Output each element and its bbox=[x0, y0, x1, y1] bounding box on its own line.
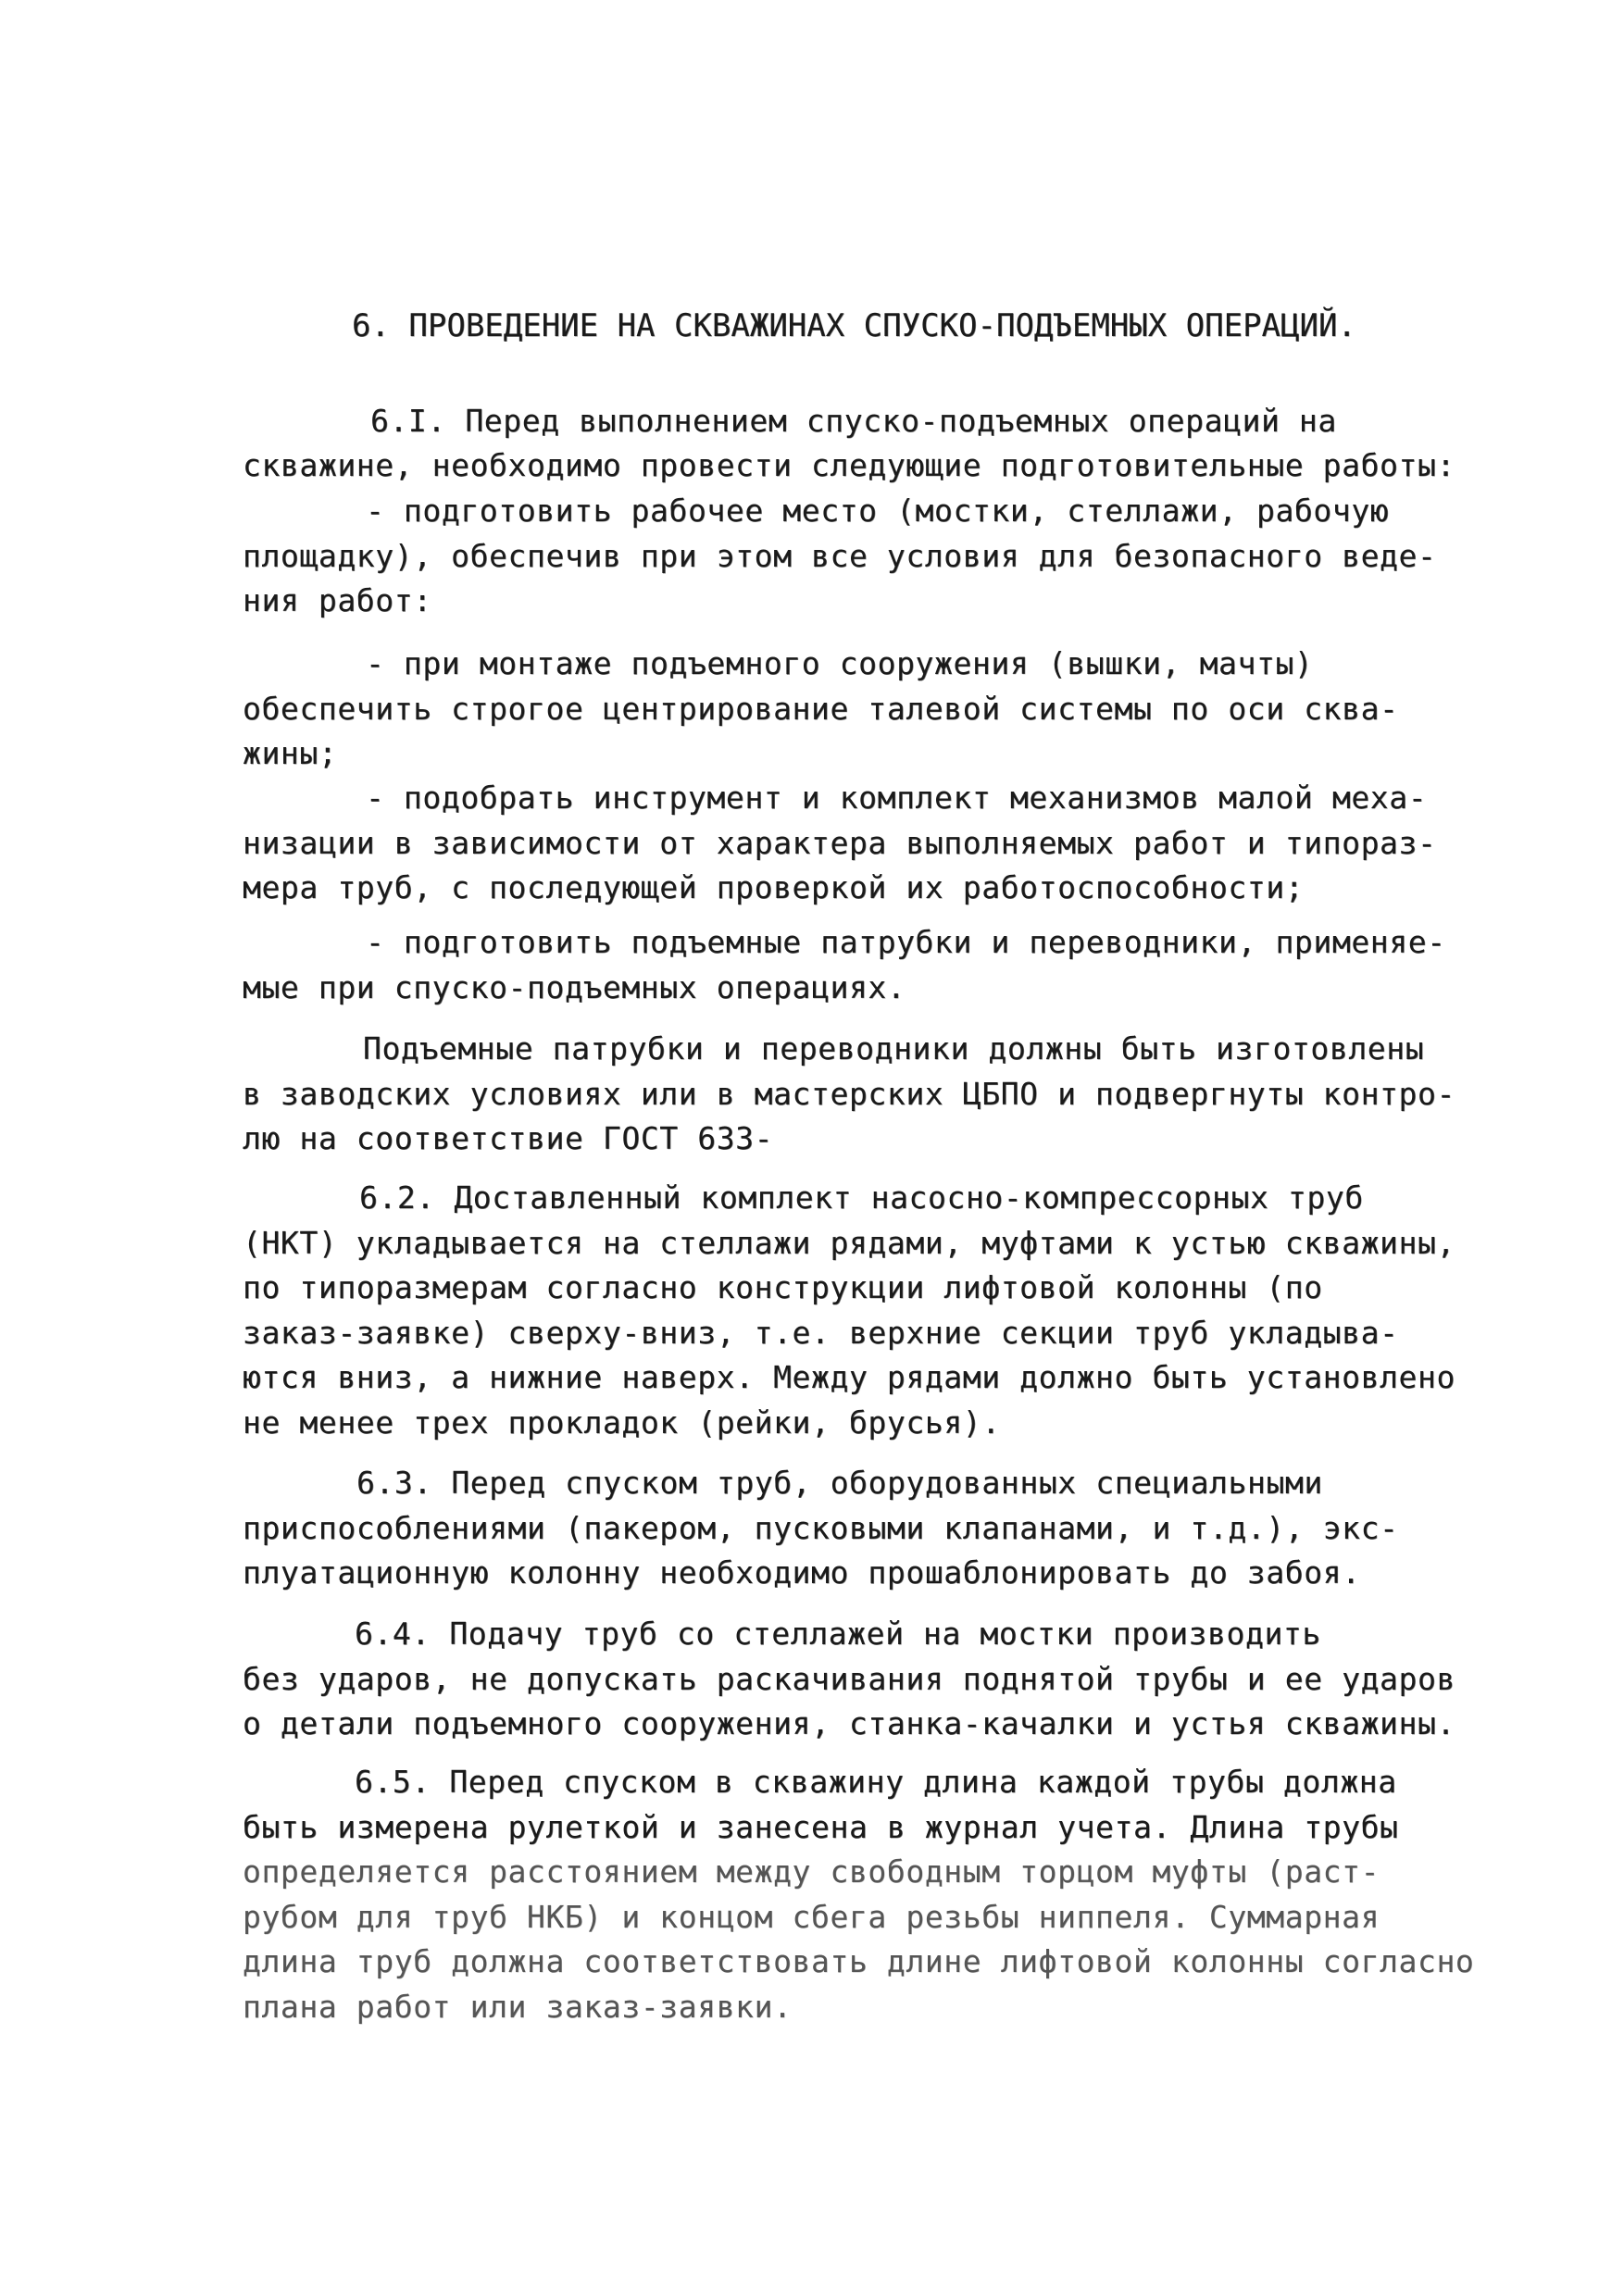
p6-5-line-2: быть измерена рулеткой и занесена в журнал учета. Длина трубы bbox=[243, 1809, 1399, 1845]
p6-2-line-2: (НКТ) укладывается на стеллажи рядами, муфтами к устью скважины, bbox=[243, 1225, 1455, 1261]
p6-3-line-2: приспособлениями (пакером, пусковыми клапанами, и т.д.), экс- bbox=[243, 1510, 1399, 1546]
p6-1-line-4: площадку), обеспечив при этом все условия для безопасного веде- bbox=[243, 538, 1437, 574]
p-patrubki-line-3: лю на соответствие ГОСТ 633- bbox=[243, 1120, 774, 1156]
p6-1-line-3: - подготовить рабочее место (мостки, стеллажи, рабочую bbox=[366, 493, 1390, 529]
bullet-4-line-1: - подготовить подъемные патрубки и переводники, применяе- bbox=[366, 924, 1446, 960]
section-title: 6. ПРОВЕДЕНИЕ НА СКВАЖИНАХ СПУСКО-ПОДЪЕМНЫХ ОПЕРАЦИЙ. bbox=[352, 307, 1356, 344]
bullet-3-line-2: низации в зависимости от характера выполняемых работ и типораз- bbox=[243, 825, 1437, 861]
p6-5-line-4: рубом для труб НКБ) и концом сбега резьбы ниппеля. Суммарная bbox=[243, 1899, 1380, 1935]
p6-2-line-6: не менее трех прокладок (рейки, брусья). bbox=[243, 1404, 1001, 1441]
bullet-3-line-1: - подобрать инструмент и комплект механизмов малой меха- bbox=[366, 780, 1428, 816]
bullet-2-line-2: обеспечить строгое центрирование талевой системы по оси сква- bbox=[243, 691, 1399, 727]
p6-4-line-3: о детали подъемного сооружения, станка-качалки и устья скважины. bbox=[243, 1705, 1455, 1741]
p6-5-line-6: плана работ или заказ-заявки. bbox=[243, 1989, 793, 2025]
p6-2-line-5: ются вниз, а нижние наверх. Между рядами должно быть установлено bbox=[243, 1359, 1455, 1395]
p6-5-line-1: 6.5. Перед спуском в скважину длина каждой трубы должна bbox=[355, 1764, 1397, 1800]
p6-1-line-1: 6.I. Перед выполнением спуско-подъемных операций на bbox=[370, 403, 1337, 439]
p6-4-line-2: без ударов, не допускать раскачивания поднятой трубы и ее ударов bbox=[243, 1661, 1455, 1697]
bullet-4-line-2: мые при спуско-подъемных операциях. bbox=[243, 969, 906, 1005]
p6-3-line-1: 6.3. Перед спуском труб, оборудованных специальными bbox=[356, 1465, 1323, 1501]
p6-2-line-1: 6.2. Доставленный комплект насосно-компрессорных труб bbox=[359, 1179, 1364, 1216]
p6-4-line-1: 6.4. Подачу труб со стеллажей на мостки производить bbox=[355, 1616, 1321, 1652]
bullet-2-line-1: - при монтаже подъемного сооружения (вышки, мачты) bbox=[366, 645, 1314, 681]
p6-2-line-3: по типоразмерам согласно конструкции лифтовой колонны (по bbox=[243, 1269, 1323, 1305]
bullet-2-line-3: жины; bbox=[243, 735, 338, 771]
bullet-3-line-3: мера труб, с последующей проверкой их работоспособности; bbox=[243, 869, 1305, 905]
p6-2-line-4: заказ-заявке) сверху-вниз, т.е. верхние секции труб укладыва- bbox=[243, 1315, 1399, 1351]
p-patrubki-line-1: Подъемные патрубки и переводники должны быть изготовлены bbox=[363, 1030, 1425, 1067]
p6-1-line-2: скважине, необходимо провести следующие подготовительные работы: bbox=[243, 447, 1455, 483]
p-patrubki-line-2: в заводских условиях или в мастерских ЦБПО и подвергнуты контро- bbox=[243, 1076, 1455, 1112]
p6-1-line-5: ния работ: bbox=[243, 582, 432, 618]
p6-3-line-3: плуатационную колонну необходимо прошаблонировать до забоя. bbox=[243, 1554, 1361, 1591]
p6-5-line-3: определяется расстоянием между свободным торцом муфты (раст- bbox=[243, 1853, 1380, 1890]
p6-5-line-5: длина труб должна соответствовать длине лифтовой колонны согласно bbox=[243, 1943, 1475, 1979]
